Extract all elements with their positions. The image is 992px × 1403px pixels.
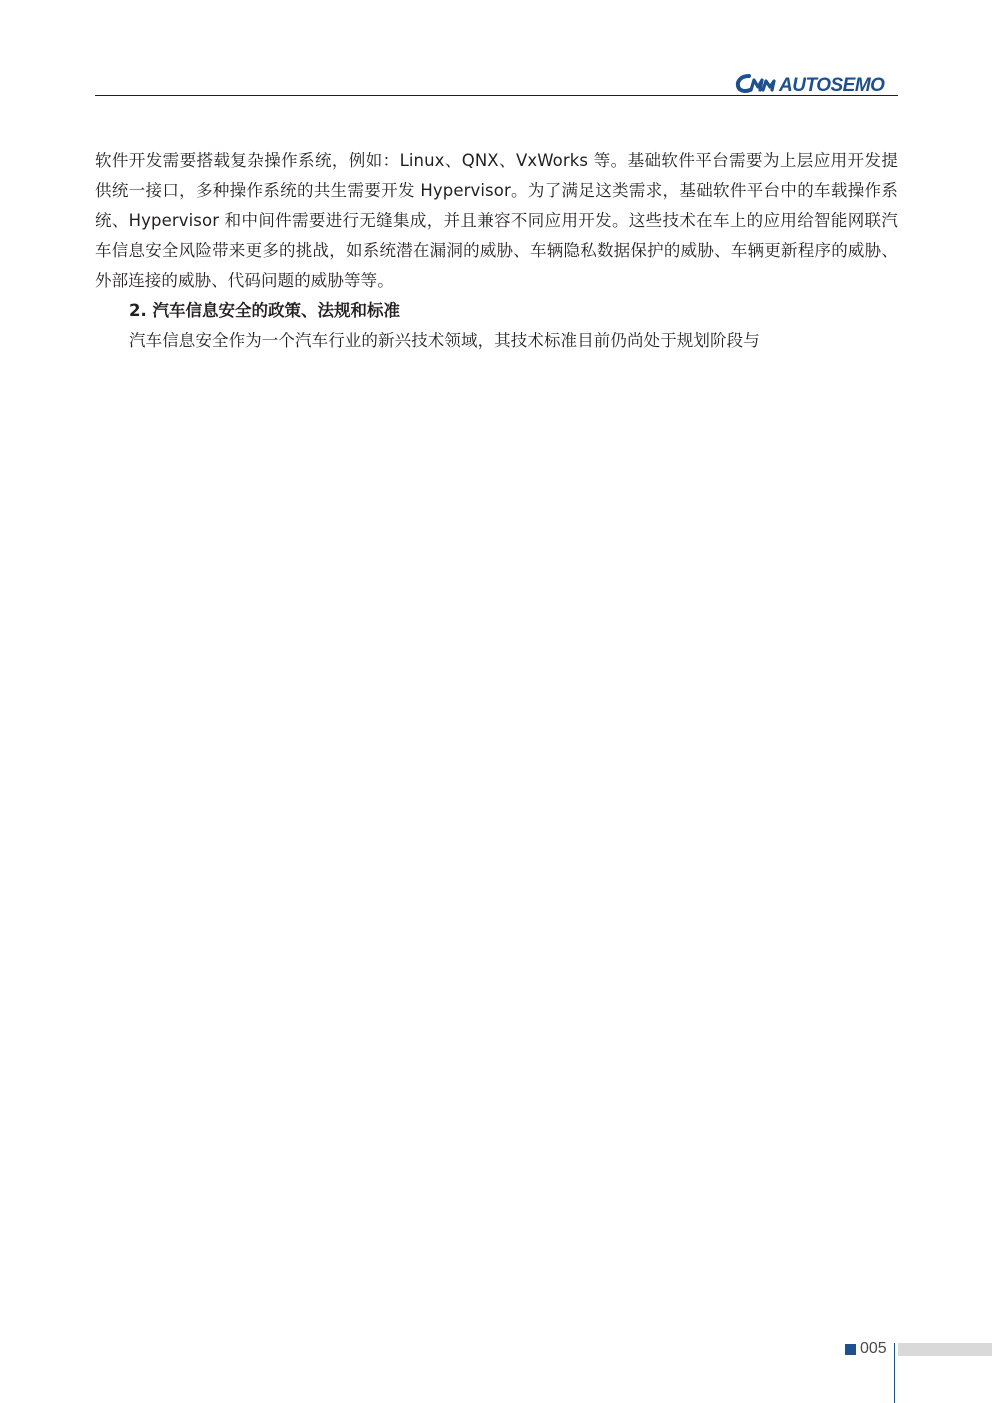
footer-divider [894, 1343, 895, 1403]
paragraph-1: 软件开发需要搭载复杂操作系统，例如：Linux、QNX、VxWorks 等。基础软件平台需要为上层应用开发提供统一接口，多种操作系统的共生需要开发 Hypervisor。为了满足这类需求，基础软件平台中的车载操作系统、Hypervisor 和中间件需要进行无缝集成，并且兼容不同应用开发。这些技术在车上的应用给智能网联汽车信息安全风险带来更多的挑战，如系统潜在漏洞的威胁、车辆隐私数据保护的威胁、车辆更新程序的威胁、外部连接的威胁、代码问题的威胁等等。 [95, 151, 898, 290]
logo-graphic [735, 70, 900, 96]
section-heading: 2. 汽车信息安全的政策、法规和标准 [129, 301, 400, 320]
footer-band [898, 1343, 992, 1356]
page-number: 005 [860, 1340, 887, 1357]
header-divider [95, 95, 898, 96]
page-body [95, 146, 898, 356]
page-number-marker [845, 1344, 856, 1355]
autosemo-logo [735, 70, 900, 96]
logo-wordmark: AUTOSEMO [779, 75, 885, 96]
paragraph-2: 汽车信息安全作为一个汽车行业的新兴技术领域，其技术标准目前仍尚处于规划阶段与 [129, 331, 760, 350]
